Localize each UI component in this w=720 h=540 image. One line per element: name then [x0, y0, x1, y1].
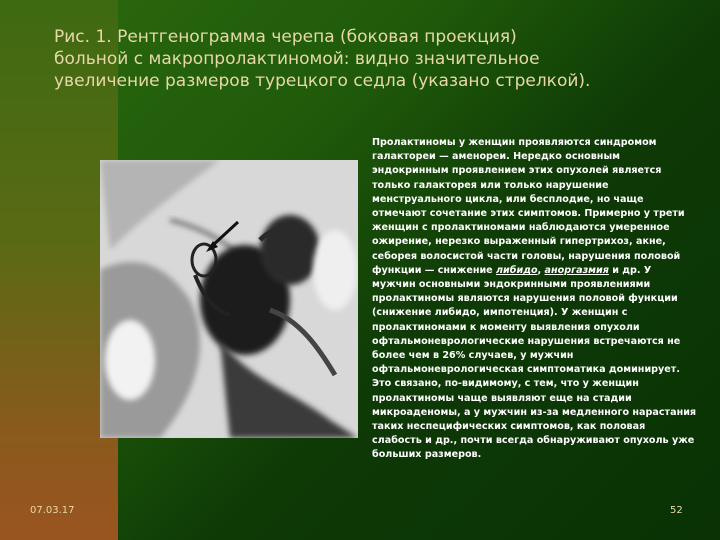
link-anorgasmia[interactable]: аноргазмия — [544, 264, 609, 276]
link-libido[interactable]: либидо — [496, 264, 538, 276]
footer-date: 07.03.17 — [30, 505, 75, 516]
body-text-part2: и др. У мужчин основными эндокринными проявлениями пролактиномы являются нарушения половой функции (снижение либидо, импотенция). У женщин с пролактиномами к моменту выявления опухоли офтальмоневрологические нарушения встречаются не более чем в 26% случаев, у мужчин офтальмоневрологическая симптоматика доминирует. Это связано, по-видимому, с тем, что у женщин пролактиномы чаще выявляют еще на стадии микроаденомы, а у мужчин из-за медленного нарастания таких неспецифических симптомов, как половая слабость и др., почти всегда обнаруживают опухоль уже больших размеров. — [372, 264, 697, 461]
xray-image — [100, 160, 358, 438]
slide-title: Рис. 1. Рентгенограмма черепа (боковая проекция) больной с макропролактиномой: видно значительное увеличение размеров турецкого седла (указано стрелкой). — [54, 27, 591, 91]
separator: , — [537, 264, 545, 276]
body-text — [372, 136, 698, 463]
body-text-part1: Пролактиномы у женщин проявляются синдромом галактореи — аменореи. Нередко основным эндокринным проявлением этих опухолей является только галакторея или только нарушение менструального цикла, или бесплодие, но чаще отмечают сочетание этих симптомов. Примерно у трети женщин с пролактиномами наблюдаются умеренное ожирение, нерезко выраженный гипертрихоз, акне, себорея волосистой части головы, нарушения половой функции — снижение — [372, 137, 685, 276]
page-number: 52 — [670, 505, 683, 516]
